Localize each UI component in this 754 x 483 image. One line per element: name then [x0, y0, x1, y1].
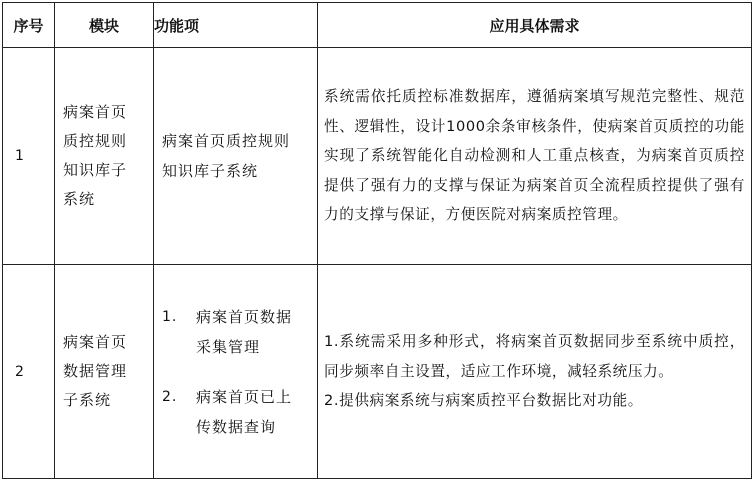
table-row: [3, 48, 752, 265]
row-function-list: [154, 265, 318, 479]
row-module: 病案首页质控规则知识库子系统: [55, 48, 154, 265]
requirements-table: [2, 2, 752, 479]
function-item-label: 病案首页已上传数据查询: [196, 387, 293, 436]
function-item-number: 2.: [162, 388, 178, 405]
requirement-item: 2.提供病案系统与病案质控平台数据比对功能。: [324, 392, 644, 410]
row-requirement: [318, 265, 752, 479]
row-function: 病案首页质控规则知识库子系统: [154, 48, 318, 265]
header-requirement: 应用具体需求: [318, 3, 752, 48]
function-item-number: 1.: [162, 308, 178, 325]
function-item-label: 病案首页数据采集管理: [196, 307, 293, 356]
header-row: [3, 3, 752, 48]
row-module: 病案首页数据管理子系统: [55, 265, 154, 479]
row-seq: 1: [3, 48, 55, 265]
function-item: [162, 382, 305, 442]
header-function: 功能项: [154, 3, 318, 48]
header-module: 模块: [55, 3, 154, 48]
row-requirement: 系统需依托质控标准数据库，遵循病案填写规范完整性、规范性、逻辑性，设计1000余条审核条件，使病案首页质控的功能实现了系统智能化自动检测和人工重点核查，为病案首页质控提供了强有力的支撑与保证为病案首页全流程质控提供了强有力的支撑与保证，方便医院对病案质控管理。: [318, 48, 752, 265]
header-seq: 序号: [3, 3, 55, 48]
table-row: [3, 265, 752, 479]
function-item: [162, 302, 305, 362]
requirement-item: 1.系统需采用多种形式，将病案首页数据同步至系统中质控，同步频率自主设置，适应工作环境，减轻系统压力。: [324, 333, 745, 380]
row-seq: 2: [3, 265, 55, 479]
